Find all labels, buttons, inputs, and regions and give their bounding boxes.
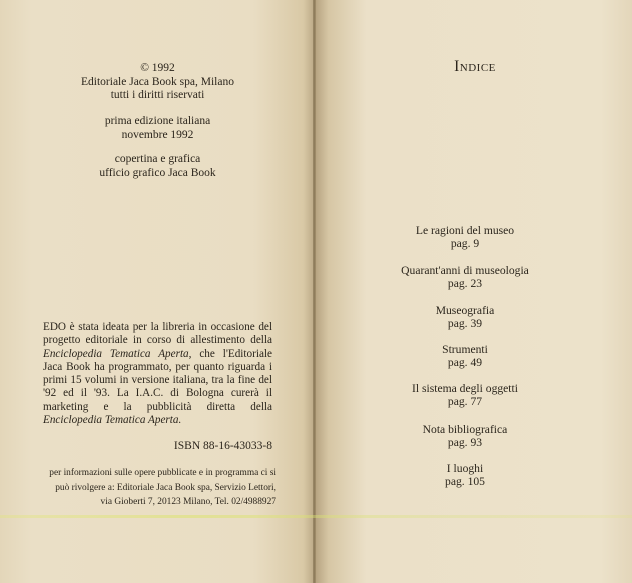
toc-entry-page: pag. 77 bbox=[447, 395, 483, 408]
edo-description bbox=[43, 321, 272, 427]
toc-entry-title: Il sistema degli oggetti bbox=[412, 382, 518, 395]
description-italic-1: Enciclopedia Tematica Aperta, bbox=[43, 347, 192, 360]
edition-line-2: novembre 1992 bbox=[121, 128, 194, 141]
toc-entry-page: pag. 39 bbox=[447, 317, 483, 330]
description-italic-2: Enciclopedia Tematica Aperta. bbox=[43, 414, 182, 427]
cover-line-1: copertina e grafica bbox=[114, 153, 201, 165]
toc-entry-page: pag. 9 bbox=[450, 237, 480, 250]
toc-entry-title: I luoghi bbox=[446, 462, 484, 475]
isbn: ISBN 88-16-43033-8 bbox=[173, 440, 272, 452]
description-text-1: EDO è stata ideata per la libreria in occasione del progetto editoriale in corso di allestimento della bbox=[43, 321, 272, 347]
edition-line-1: prima edizione italiana bbox=[104, 115, 211, 127]
reader-service-contact bbox=[22, 466, 276, 510]
toc-entry-title: Nota bibliografica bbox=[422, 423, 508, 436]
paper-stain bbox=[0, 515, 632, 518]
toc-entry bbox=[380, 382, 550, 408]
copyright-line: © 1992 bbox=[140, 62, 175, 74]
toc-entry bbox=[380, 224, 550, 250]
toc-entry-page: pag. 23 bbox=[447, 277, 483, 290]
rights-line: tutti i diritti riservati bbox=[110, 89, 205, 101]
description-text-2: che l'Editoriale Jaca Book ha programmato, per quanto riguarda i primi 15 volumi in versione italiana, tra la fine del '92 ed il '93. La I.A.C. di Bologna curerà il marketing e la pubblicità diretta della bbox=[43, 347, 272, 413]
toc-entry-page: pag. 49 bbox=[447, 356, 483, 369]
toc-entry bbox=[380, 462, 550, 488]
toc-entry-title: Quarant'anni di museologia bbox=[401, 264, 529, 277]
toc-entry-title: Museografia bbox=[435, 304, 495, 317]
toc-entry-page: pag. 105 bbox=[445, 475, 485, 488]
index-title: Indice bbox=[454, 58, 496, 75]
toc-entry bbox=[380, 423, 550, 449]
right-page bbox=[316, 0, 632, 583]
contact-line-1: per informazioni sulle opere pubblicate e in programma ci si bbox=[49, 468, 276, 478]
cover-line-2: ufficio grafico Jaca Book bbox=[99, 166, 216, 179]
contact-line-2: può rivolgere a: Editoriale Jaca Book spa, Servizio Lettori, bbox=[55, 482, 276, 493]
imprint-cover-block bbox=[30, 153, 285, 180]
toc-entry-title: Strumenti bbox=[442, 343, 488, 356]
toc-entry bbox=[380, 304, 550, 330]
toc-entry-page: pag. 93 bbox=[447, 436, 483, 449]
imprint-copyright-block bbox=[30, 62, 285, 103]
contact-line-3: via Gioberti 7, 20123 Milano, Tel. 02/4988927 bbox=[100, 497, 276, 507]
toc-entry-title: Le ragioni del museo bbox=[415, 224, 515, 237]
book-gutter bbox=[313, 0, 316, 583]
toc-entry bbox=[380, 264, 550, 290]
toc-entry bbox=[380, 343, 550, 369]
imprint-edition-block bbox=[30, 115, 285, 142]
publisher-line: Editoriale Jaca Book spa, Milano bbox=[81, 75, 234, 88]
